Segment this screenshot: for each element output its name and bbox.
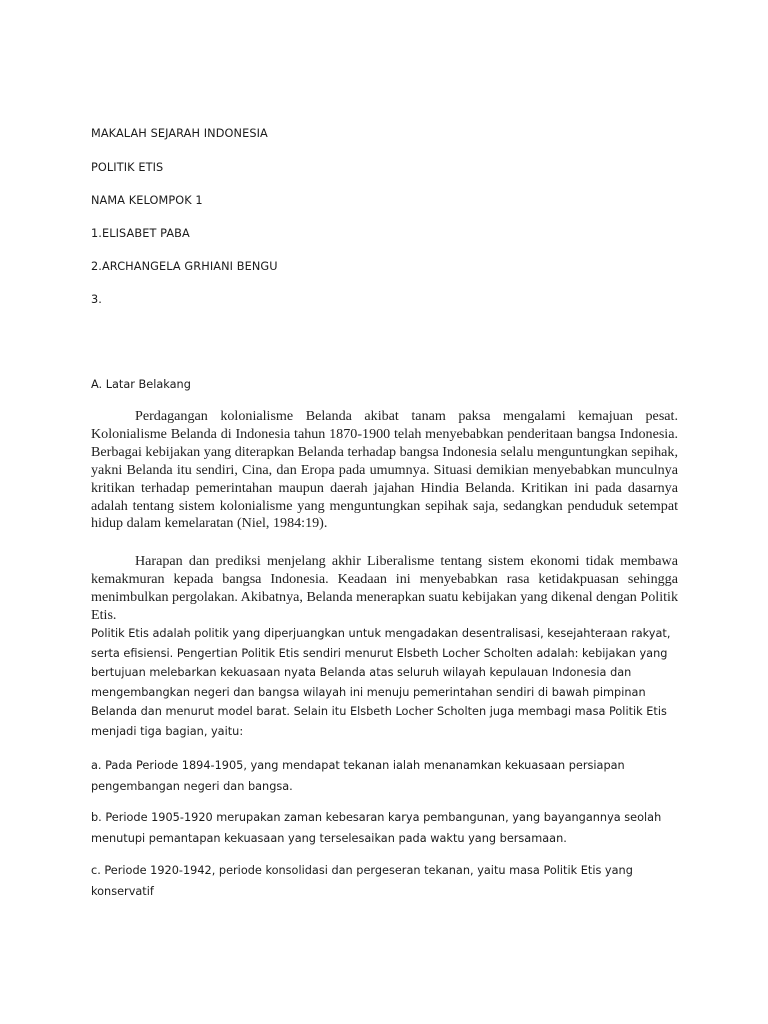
paragraph: Politik Etis adalah politik yang diperjuangkan untuk mengadakan desentralisasi, kesejahteraan rakyat, serta efisiensi. Pengertian Politik Etis sendiri menurut Elsbeth Locher Scholten adalah: kebijakan yang bertujuan melebarkan kekuasaan nyata Belanda atas seluruh wilayah kepulauan Indonesia dan mengembangkan negeri dan bangsa wilayah ini menuju pemerintahan sendiri di bawah pimpinan Belanda dan menurut model barat. Selain itu Elsbeth Locher Scholten juga membagi masa Politik Etis menjadi tiga bagian, yaitu: (91, 627, 671, 738)
document-title: MAKALAH SEJARAH INDONESIA (91, 127, 268, 140)
list-item: c. Periode 1920-1942, periode konsolidasi dan pergeseran tekanan, yaitu masa Politik Etis yang konservatif (91, 864, 633, 898)
member-item: 3. (91, 293, 102, 306)
member-item: 2.ARCHANGELA GRHIANI BENGU (91, 260, 278, 273)
section-heading: A. Latar Belakang (91, 378, 191, 391)
paragraph: Perdagangan kolonialisme Belanda akibat tanam paksa mengalami kemajuan pesat. Kolonialisme Belanda di Indonesia tahun 1870-1900 telah menyebabkan penderitaan bangsa Indonesia. Berbagai kebijakan yang diterapkan Belanda terhadap bangsa Indonesia selalu menguntungkan sepihak, yakni Belanda itu sendiri, Cina, dan Eropa pada umumnya. Situasi demikian menyebabkan munculnya kritikan terhadap pemerintahan maupun daerah jajahan Hindia Belanda. Kritikan ini pada dasarnya adalah tentang sistem kolonialisme yang menguntungkan sepihak saja, sedangkan penduduk setempat hidup dalam kemelaratan (Niel, 1984:19). (91, 408, 678, 532)
list-item: a. Pada Periode 1894-1905, yang mendapat tekanan ialah menanamkan kekuasaan persiapan pengembangan negeri dan bangsa. (91, 759, 625, 793)
document-topic: POLITIK ETIS (91, 161, 164, 174)
paragraph: Harapan dan prediksi menjelang akhir Liberalisme tentang sistem ekonomi tidak membawa kemakmuran kepada bangsa Indonesia. Keadaan ini menyebabkan rasa ketidakpuasan sehingga menimbulkan pergolakan. Akibatnya, Belanda menerapkan suatu kebijakan yang dikenal dengan Politik Etis. (91, 553, 678, 623)
group-name: NAMA KELOMPOK 1 (91, 194, 203, 207)
list-item: b. Periode 1905-1920 merupakan zaman kebesaran karya pembangunan, yang bayangannya seolah menutupi pemantapan kekuasaan yang terselesaikan pada waktu yang bersamaan. (91, 811, 662, 845)
member-item: 1.ELISABET PABA (91, 227, 190, 240)
